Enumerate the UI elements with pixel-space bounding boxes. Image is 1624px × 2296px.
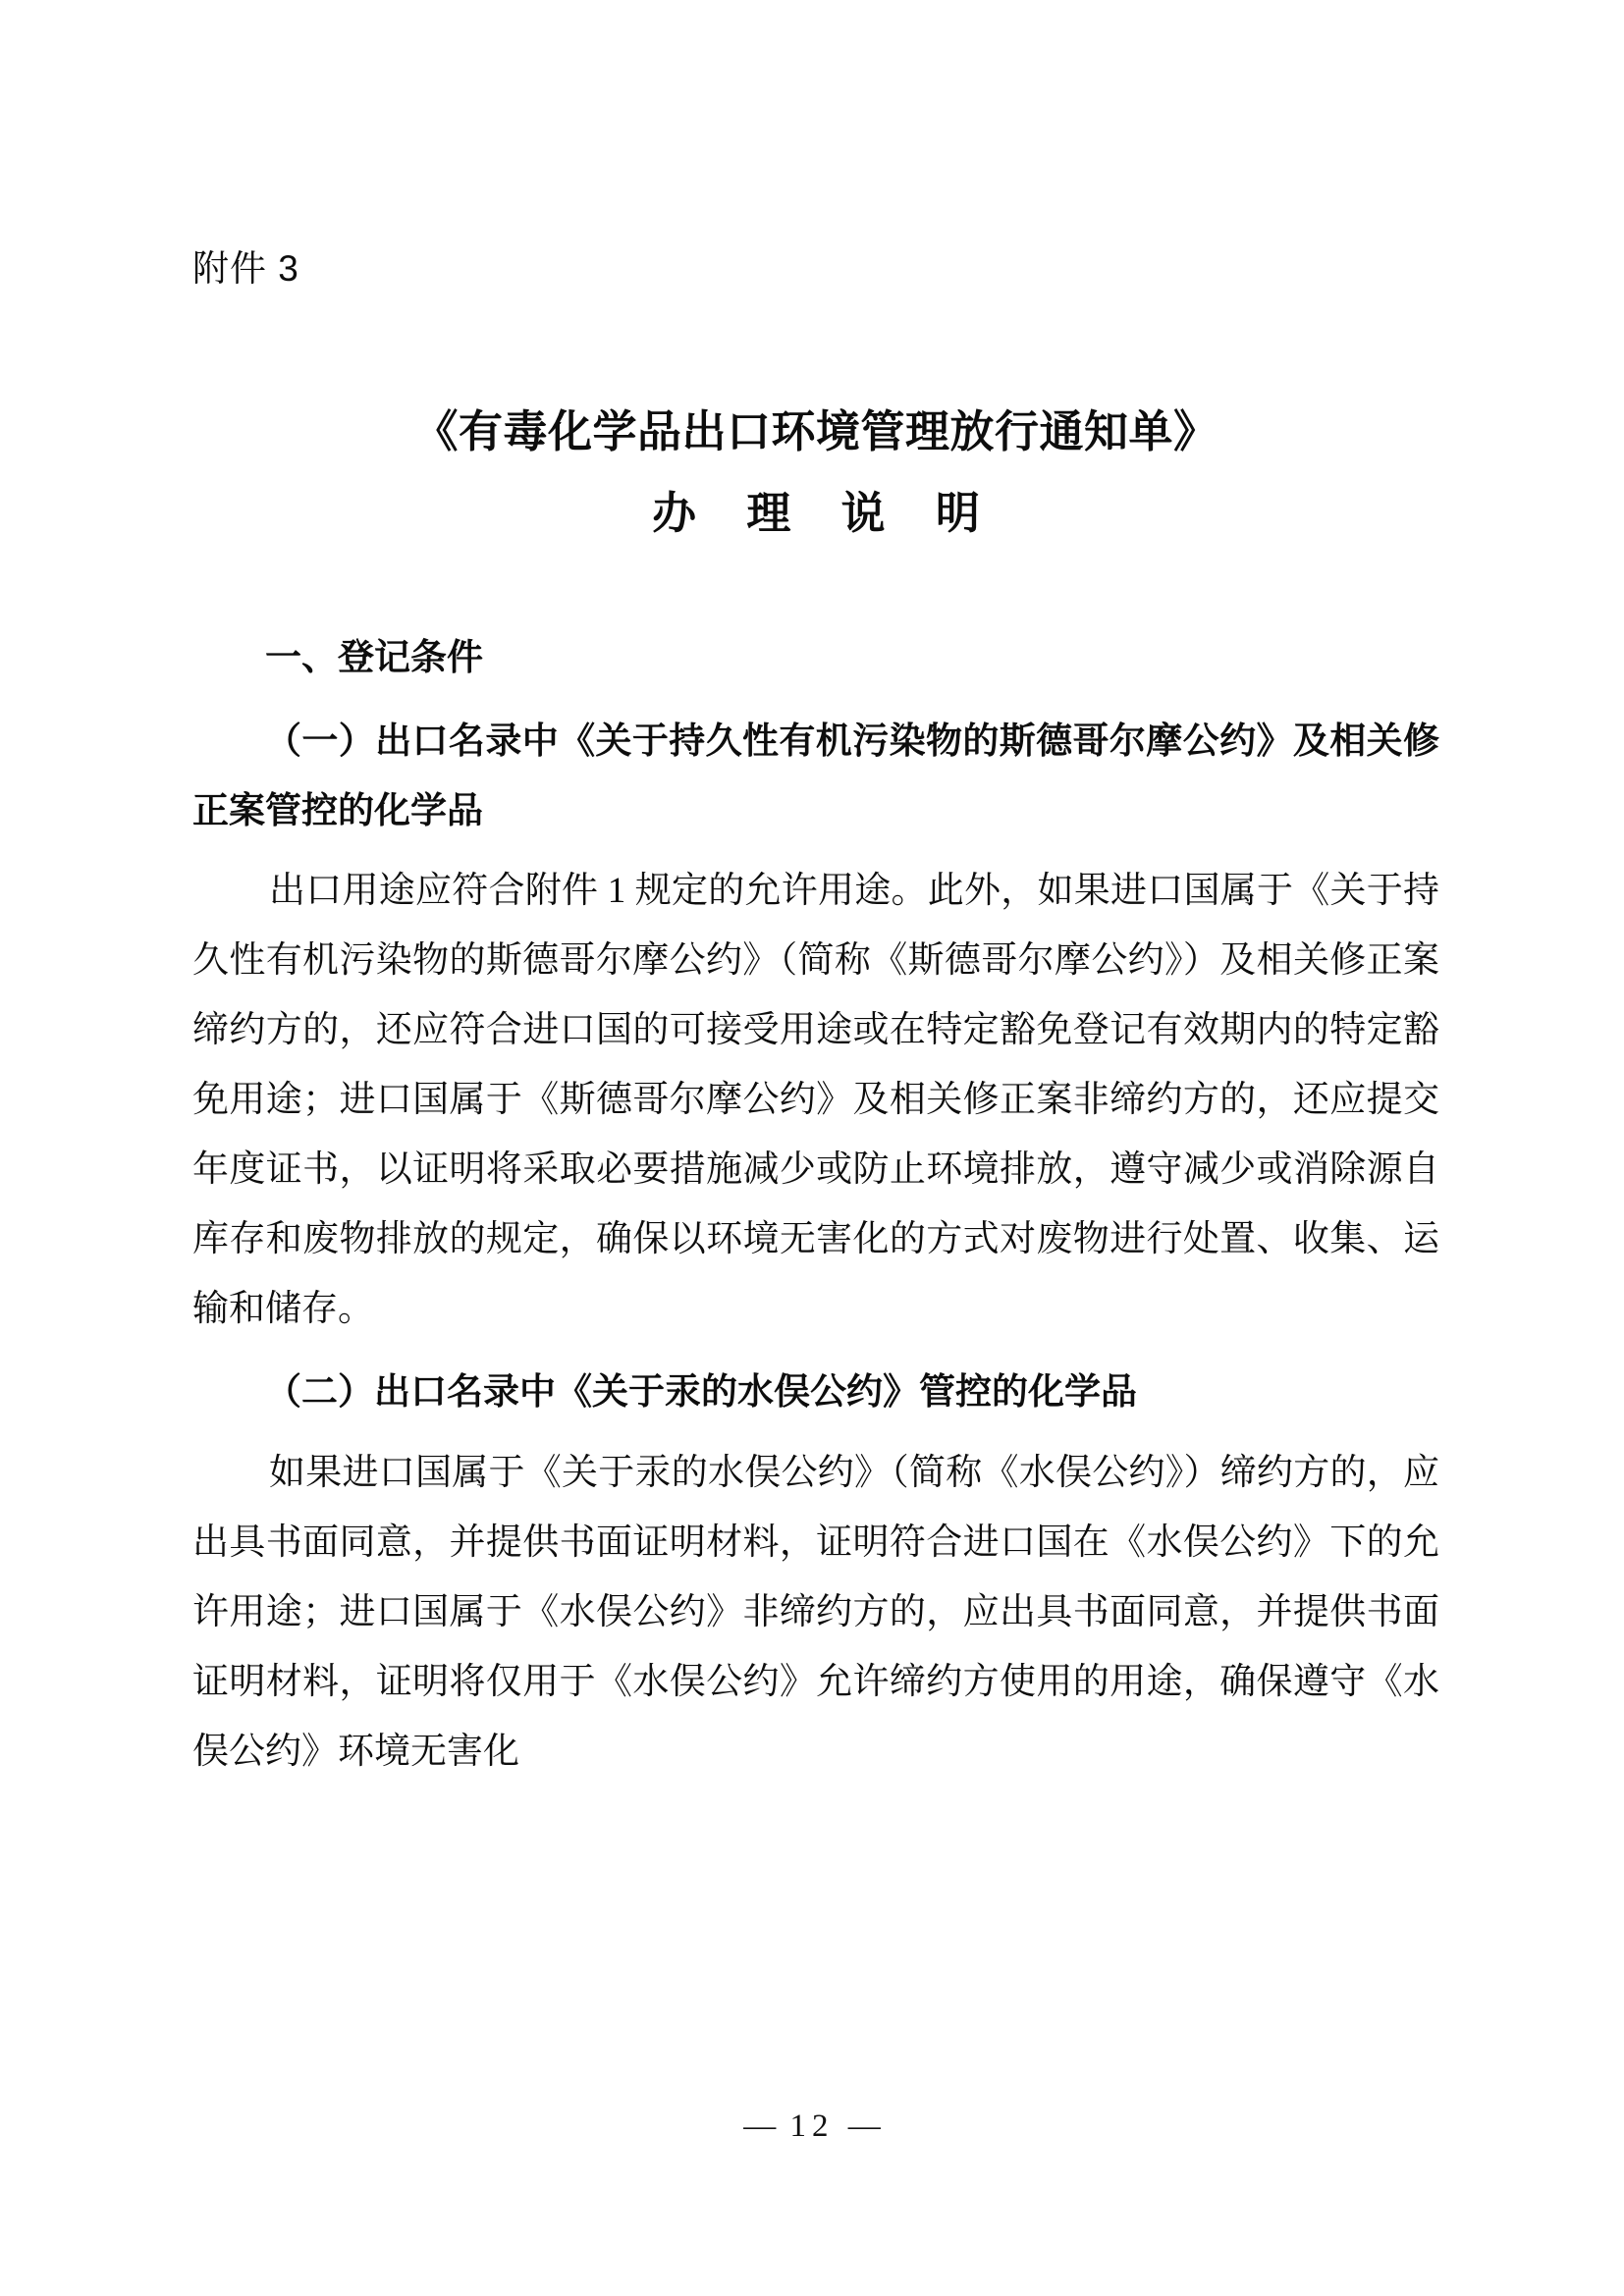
page-footer-number [0,2109,1624,2145]
section-body-1-1: 出口用途应符合附件 1 规定的允许用途。此外，如果进口国属于《关于持久性有机污染物的斯德哥尔摩公约》（简称《斯德哥尔摩公约》）及相关修正案缔约方的，还应符合进口国的可接受用途或在特定豁免登记有效期内的特定豁免用途；进口国属于《斯德哥尔摩公约》及相关修正案非缔约方的，还应提交年度证书，以证明将采取必要措施减少或防止环境排放，遵守减少或消除源自库存和废物排放的规定，确保以环境无害化的方式对废物进行处置、收集、运输和储存。 [192,871,1439,1330]
page-subtitle: 办 理 说 明 [652,489,1000,539]
page-title: 《有毒化学品出口环境管理放行通知单》 [413,407,1218,457]
section-heading-1: 一、登记条件 [265,637,483,678]
page-number-dash-right: — [847,2109,881,2144]
attachment-label: 附件 3 [192,248,299,289]
section-body-1-2: 如果进口国属于《关于汞的水俣公约》（简称《水俣公约》）缔约方的，应出具书面同意，并提供书面证明材料，证明符合进口国在《水俣公约》下的允许用途；进口国属于《水俣公约》非缔约方的，应出具书面同意，并提供书面证明材料，证明将仅用于《水俣公约》允许缔约方使用的用途，确保遵守《水俣公约》环境无害化 [192,1452,1439,1772]
page-number-value: 12 [789,2109,835,2144]
section-heading-1-1: （一）出口名录中《关于持久性有机污染物的斯德哥尔摩公约》及相关修正案管控的化学品 [192,721,1439,832]
section-heading-1-2: （二）出口名录中《关于汞的水俣公约》管控的化学品 [265,1372,1137,1414]
page-number-dash-left: — [743,2109,777,2144]
page-content [192,0,1439,1787]
